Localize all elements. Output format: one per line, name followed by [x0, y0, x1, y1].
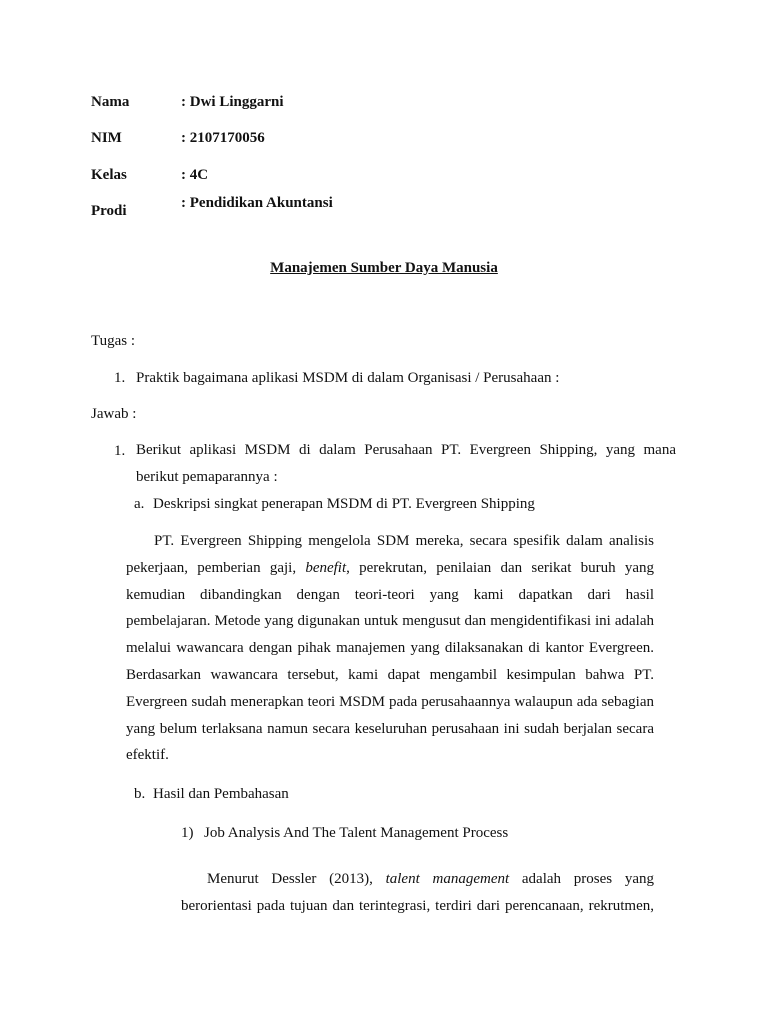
field-label-prodi: Prodi	[91, 203, 127, 219]
question-number: 1.	[114, 370, 126, 386]
item-b-letter: b.	[134, 786, 146, 802]
para-a-line-2-post: , perekrutan, penilaian dan serikat buruh yang	[346, 559, 655, 576]
para-1-line-1	[181, 866, 654, 893]
para-a-line-6: Berdasarkan wawancara tersebut, kami dapat mengambil kesimpulan bahwa PT.	[126, 666, 654, 683]
answer-line-2: berikut pemaparannya :	[136, 468, 278, 485]
answer-line-1: Berikut aplikasi MSDM di dalam Perusahaan PT. Evergreen Shipping, yang mana	[136, 442, 676, 458]
para-1-italic-talent-management: talent management	[385, 871, 510, 887]
para-a-line-7: Evergreen sudah menerapkan teori MSDM pada perusahaannya walaupun ada sebagian	[126, 693, 654, 710]
para-a-line-9: efektif.	[126, 747, 169, 764]
jawab-label: Jawab :	[91, 406, 137, 422]
para-a-line-5: melalui wawancara dengan pihak manajemen yang dilaksanakan di kantor Evergreen.	[126, 640, 654, 657]
question-text: Praktik bagaimana aplikasi MSDM di dalam Organisasi / Perusahaan :	[136, 370, 560, 386]
sub-1-number: 1)	[181, 825, 194, 841]
field-value-prodi: : Pendidikan Akuntansi	[181, 195, 333, 211]
item-a-letter: a.	[134, 496, 145, 512]
field-label-nim: NIM	[91, 130, 122, 146]
field-label-nama: Nama	[91, 94, 130, 110]
para-a-line-2-pre: pekerjaan, pemberian gaji,	[126, 559, 306, 576]
document-title: Manajemen Sumber Daya Manusia	[270, 260, 498, 276]
para-1-line-1-post: adalah proses yang	[509, 871, 654, 887]
answer-intro	[136, 437, 676, 491]
paragraph-a	[126, 528, 654, 769]
field-value-kelas: : 4C	[181, 167, 209, 183]
item-a-text: Deskripsi singkat penerapan MSDM di PT. Evergreen Shipping	[153, 496, 535, 512]
answer-number: 1.	[114, 443, 126, 459]
field-value-nama: : Dwi Linggarni	[181, 94, 284, 110]
para-1-line-2: berorientasi pada tujuan dan terintegrasi, terdiri dari perencanaan, rekrutmen,	[181, 897, 654, 914]
tugas-label: Tugas :	[91, 333, 136, 349]
item-b-text: Hasil dan Pembahasan	[153, 786, 289, 802]
para-a-line-2	[126, 555, 654, 582]
para-1-line-1-pre: Menurut Dessler (2013),	[207, 871, 386, 887]
field-label-kelas: Kelas	[91, 167, 127, 183]
para-a-line-1: PT. Evergreen Shipping mengelola SDM mereka, secara spesifik dalam analisis	[154, 533, 654, 549]
para-a-italic-benefit: benefit	[305, 559, 347, 576]
para-a-line-3: kemudian dibandingkan dengan teori-teori yang kami dapatkan dari hasil	[126, 586, 654, 603]
para-a-line-8: yang belum terlaksana namun secara keseluruhan perusahaan ini sudah berjalan secara	[126, 720, 654, 737]
para-a-line-4: pembelajaran. Metode yang digunakan untuk mengusut dan mengidentifikasi ini adalah	[126, 613, 654, 630]
sub-1-text: Job Analysis And The Talent Management Process	[204, 825, 509, 841]
field-value-nim: : 2107170056	[181, 130, 265, 146]
paragraph-1	[181, 866, 654, 920]
